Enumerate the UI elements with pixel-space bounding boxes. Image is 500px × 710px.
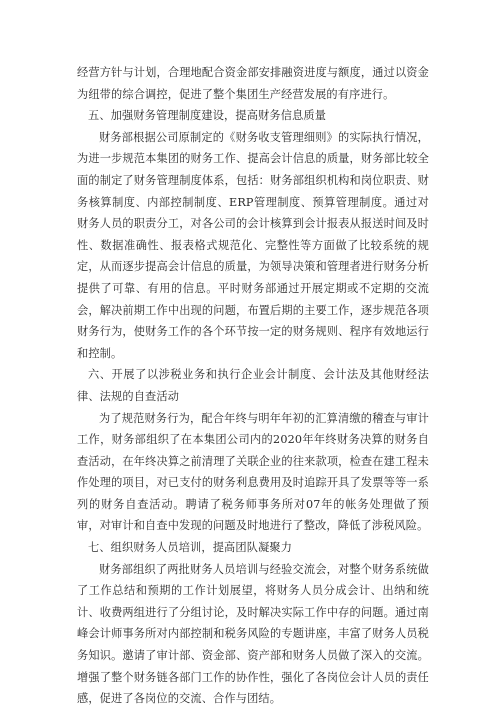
paragraph-continuation: 经营方针与计划，合理地配合资金部安排融资进度与额度，通过以资金为纽带的综合调控，促进了整个集团生产经营发展的有序进行。 <box>77 66 429 101</box>
paragraph-section-6: 为了规范财务行为，配合年终与明年年初的汇算清缴的稽查与审计工作，财务部组织了在本集团公司内的2020年年终财务决算的财务自查活动，在年终决算之前清理了关联企业的往来款项，检查在建工程未作处理的项目，对已支付的财务利息费用及时追踪开具了发票等等一系列的财务自查活动。聘请了税务师事务所对07年的帐务处理做了预审，对审计和自查中发现的问题及时地进行了整改，降低了涉税风险。 <box>77 411 429 533</box>
section-heading-7: 七、组织财务人员培训，提高团队凝聚力 <box>88 541 293 555</box>
section-heading-5: 五、加强财务管理制度建设，提高财务信息质量 <box>88 109 327 123</box>
document-page <box>77 62 429 710</box>
paragraph-section-5: 财务部根据公司原制定的《财务收支管理细则》的实际执行情况，为进一步规范本集团的财务工作、提高会计信息的质量，财务部比较全面的制定了财务管理制度体系，包括：财务部组织机构和岗位职责、财务核算制度、内部控制制度、ERP管理制度、预算管理制度。通过对财务人员的职责分工，对各公司的会计核算到会计报表从报送时间及时性、数据准确性、报表格式规范化、完整性等方面做了比较系统的规定，从而逐步提高会计信息的质量，为领导决策和管理者进行财务分析提供了可靠、有用的信息。平时财务部通过开展定期或不定期的交流会，解决前期工作中出现的问题，布置后期的主要工作，逐步规范各项财务行为，使财务工作的各个环节按一定的财务规则、程序有效地运行和控制。 <box>77 130 429 360</box>
section-heading-6: 六、开展了以涉税业务和执行企业会计制度、会计法及其他财经法律、法规的自查活动 <box>77 368 429 403</box>
paragraph-section-7: 财务部组织了两批财务人员培训与经验交流会，对整个财务系统做了工作总结和预期的工作计划展望，将财务人员分成会计、出纳和统计、收费两组进行了分组讨论，及时解决实际工作中存的问题。通过南峰会计师事务所对内部控制和税务风险的专题讲座，丰富了财务人员税务知识。邀请了审计部、资金部、资产部和财务人员做了深入的交流。增强了整个财务链各部门工作的协作性，强化了各岗位会计人员的责任感，促进了各岗位的交流、合作与团结。 <box>77 562 429 706</box>
